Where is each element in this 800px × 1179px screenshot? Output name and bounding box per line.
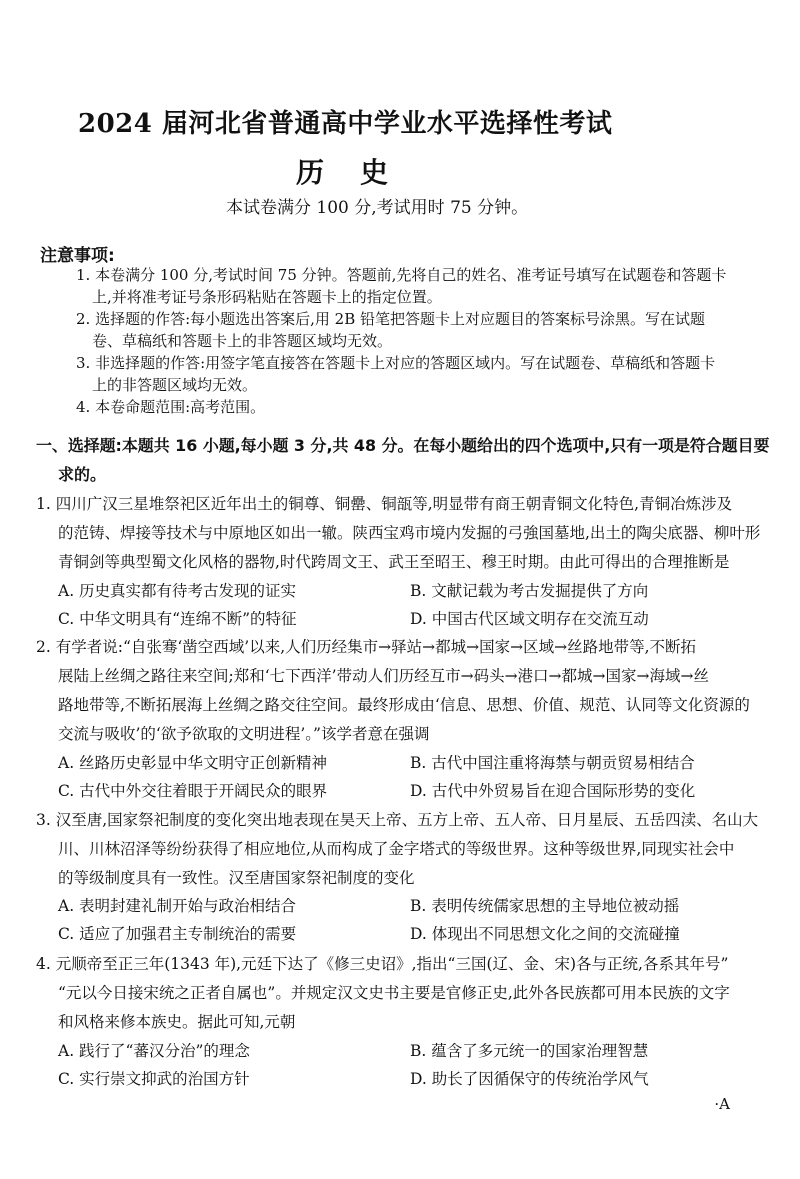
notice-line: 上,并将准考证号条形码粘贴在答题卡上的指定位置。	[92, 288, 442, 306]
question-1-text: 青铜剑等典型蜀文化风格的器物,时代跨周文王、武王至昭王、穆王时期。由此可得出的合理推断是	[58, 553, 730, 571]
question-2-text: 展陆上丝绸之路往来空间;郑和‘七下西洋’带动人们历经互市→码头→港口→都城→国家→海域→丝	[58, 667, 710, 685]
question-1-option-b: B. 文献记载为考古发掘提供了方向	[410, 582, 649, 600]
section-heading: 一、选择题:本题共 16 小题,每小题 3 分,共 48 分。在每小题给出的四个选项中,只有一项是符合题目要	[36, 436, 770, 455]
notice-line: 卷、草稿纸和答题卡上的非答题区域均无效。	[92, 332, 393, 350]
question-2-text: 2. 有学者说:“自张骞‘凿空西域’以来,人们历经集市→驿站→都城→国家→区域→丝路地带等,不断拓	[36, 638, 697, 656]
question-1-text: 的范铸、焊接等技术与中原地区如出一辙。陕西宝鸡市境内发掘的弓強国墓地,出土的陶尖底器、柳叶形	[58, 524, 761, 542]
question-3-option-d: D. 体现出不同思想文化之间的交流碰撞	[410, 925, 680, 943]
question-4-option-d: D. 助长了因循保守的传统治学风气	[410, 1070, 649, 1088]
question-4-text: 和风格来修本族史。据此可知,元朝	[58, 1013, 296, 1031]
notice-heading: 注意事项:	[40, 246, 115, 266]
question-2-option-d: D. 古代中外贸易旨在迎合国际形势的变化	[410, 782, 696, 800]
question-4-option-a: A. 践行了“蕃汉分治”的理念	[58, 1042, 250, 1060]
subject-title: 历史	[296, 156, 425, 189]
question-3-option-c: C. 适应了加强君主专制统治的需要	[58, 925, 297, 943]
question-1-text: 1. 四川广汉三星堆祭祀区近年出土的铜尊、铜罍、铜瓿等,明显带有商王朝青铜文化特色,青铜冶炼涉及	[36, 495, 733, 513]
exam-title: 2024 届河北省普通高中学业水平选择性考试	[78, 109, 613, 139]
notice-line: 4. 本卷命题范围:高考范围。	[76, 398, 266, 416]
question-1-option-a: A. 历史真实都有待考古发现的证实	[58, 582, 297, 600]
question-2-option-b: B. 古代中国注重将海禁与朝贡贸易相结合	[410, 754, 695, 772]
question-2-option-a: A. 丝路历史彰显中华文明守正创新精神	[58, 754, 328, 772]
notice-line: 1. 本卷满分 100 分,考试时间 75 分钟。答题前,先将自己的姓名、准考证号填写在试题卷和答题卡	[76, 266, 727, 284]
score-line: 本试卷满分 100 分,考试用时 75 分钟。	[226, 198, 529, 218]
question-3-option-a: A. 表明封建礼制开始与政治相结合	[58, 897, 297, 915]
question-2-text: 交流与吸收’的‘欲予欲取的文明进程’。”该学者意在强调	[58, 725, 430, 743]
question-3-text: 川、川林沼泽等纷纷获得了相应地位,从而构成了金字塔式的等级世界。这种等级世界,同现实社会中	[58, 840, 735, 858]
notice-line: 3. 非选择题的作答:用签字笔直接答在答题卡上对应的答题区域内。写在试题卷、草稿纸和答题卡	[76, 354, 716, 372]
notice-line: 上的非答题区域均无效。	[92, 376, 258, 394]
question-4-option-c: C. 实行崇文抑武的治国方针	[58, 1070, 250, 1088]
question-2-text: 路地带等,不断拓展海上丝绸之路交往空间。最终形成由‘信息、思想、价值、规范、认同等文化资源的	[58, 696, 750, 714]
question-3-text: 3. 汉至唐,国家祭祀制度的变化突出地表现在昊天上帝、五方上帝、五人帝、日月星辰、五岳四渎、名山大	[36, 811, 759, 829]
question-4-option-b: B. 蕴含了多元统一的国家治理智慧	[410, 1042, 649, 1060]
notice-line: 2. 选择题的作答:每小题选出答案后,用 2B 铅笔把答题卡上对应题目的答案标号涂黑。写在试题	[76, 310, 706, 328]
section-heading-cont: 求的。	[58, 465, 107, 484]
question-1-option-d: D. 中国古代区域文明存在交流互动	[410, 610, 649, 628]
question-1-option-c: C. 中华文明具有“连绵不断”的特征	[58, 610, 297, 628]
question-4-text: 4. 元顺帝至正三年(1343 年),元廷下达了《修三史诏》,指出“三国(辽、金、宋)各与正统,各系其年号”	[36, 955, 729, 973]
question-2-option-c: C. 古代中外交往着眼于开阔民众的眼界	[58, 782, 328, 800]
question-3-option-b: B. 表明传统儒家思想的主导地位被动摇	[410, 897, 680, 915]
question-4-text: “元以今日接宋统之正者自属也”。并规定汉文史书主要是官修正史,此外各民族都可用本民族的文字	[58, 984, 730, 1002]
page-mark: ·A	[714, 1095, 730, 1113]
question-3-text: 的等级制度具有一致性。汉至唐国家祭祀制度的变化	[58, 869, 415, 887]
